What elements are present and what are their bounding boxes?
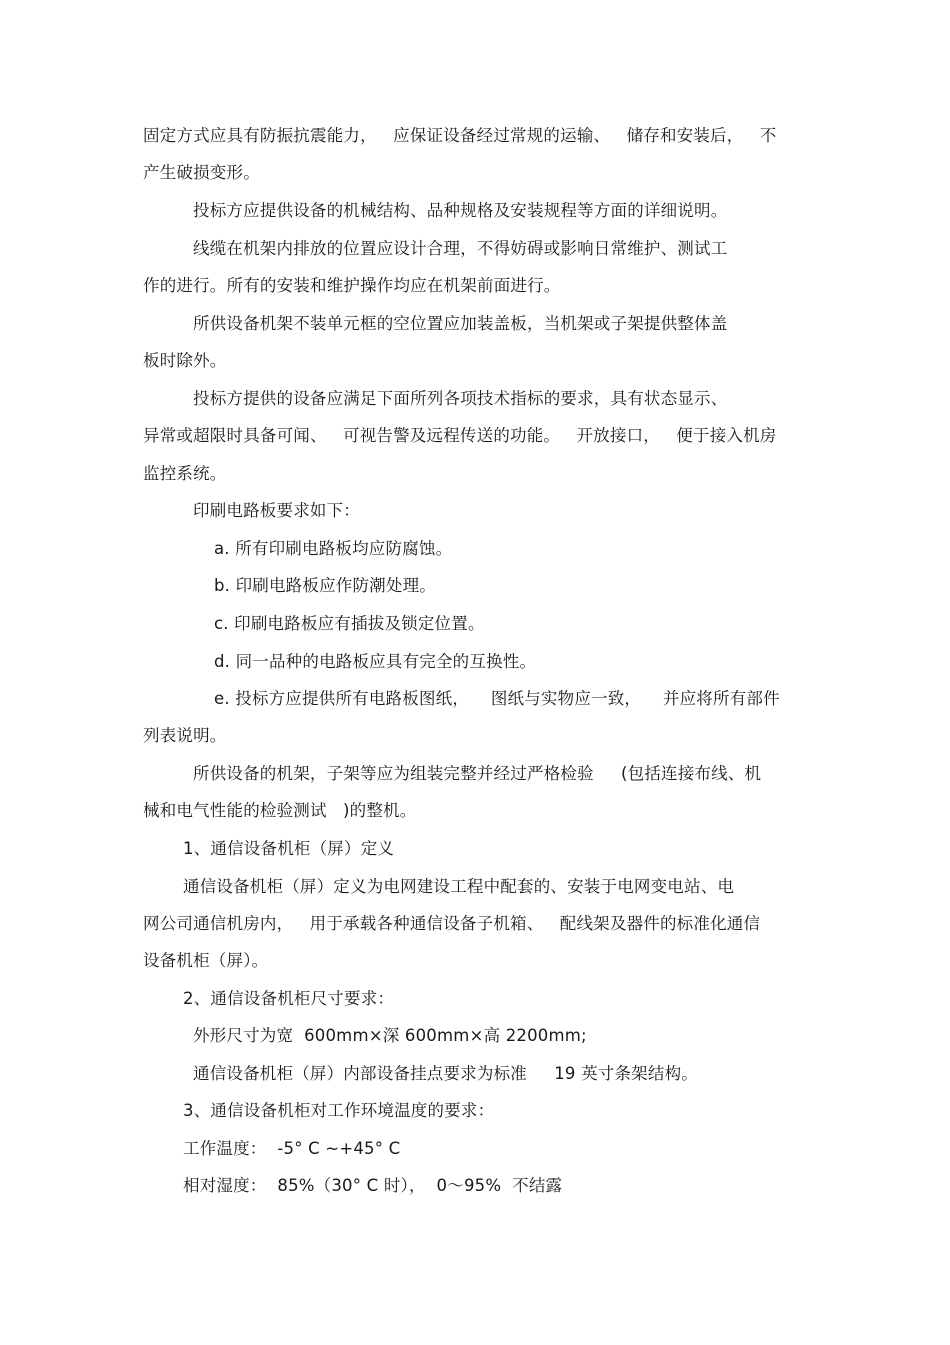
- text-line: 网公司通信机房内， 用于承载各种通信设备子机箱、 配线架及器件的标准化通信: [143, 914, 761, 933]
- list-item: b. 印刷电路板应作防潮处理。: [214, 576, 436, 595]
- text-line: 列表说明。: [143, 726, 227, 745]
- text-line: 相对湿度： 85%（30° C 时）， 0～95% 不结露: [183, 1176, 563, 1195]
- text-line: 板时除外。: [143, 351, 227, 370]
- text-line: 投标方应提供设备的机械结构、品种规格及安装规程等方面的详细说明。: [193, 201, 728, 220]
- section-heading: 1、通信设备机柜（屏）定义: [183, 839, 395, 858]
- list-item: d. 同一品种的电路板应具有完全的互换性。: [214, 652, 537, 671]
- text-line: 固定方式应具有防振抗震能力， 应保证设备经过常规的运输、 储存和安装后， 不: [143, 126, 777, 145]
- text-line: 工作温度： -5° C ~+45° C: [183, 1139, 401, 1158]
- section-heading: 2、通信设备机柜尺寸要求：: [183, 989, 395, 1008]
- text-line: 作的进行。所有的安装和维护操作均应在机架前面进行。: [143, 276, 561, 295]
- text-line: 投标方提供的设备应满足下面所列各项技术指标的要求，具有状态显示、: [193, 389, 728, 408]
- list-item: a. 所有印刷电路板均应防腐蚀。: [214, 539, 453, 558]
- text-line: 通信设备机柜（屏）定义为电网建设工程中配套的、安装于电网变电站、电: [183, 877, 735, 896]
- text-line: 所供设备的机架，子架等应为组装完整并经过严格检验 (包括连接布线、机: [193, 764, 762, 783]
- section-heading: 3、通信设备机柜对工作环境温度的要求：: [183, 1101, 495, 1120]
- text-line: 监控系统。: [143, 464, 227, 483]
- text-line: 线缆在机架内排放的位置应设计合理，不得妨碍或影响日常维护、测试工: [193, 239, 728, 258]
- text-line: 异常或超限时具备可闻、 可视告警及远程传送的功能。 开放接口， 便于接入机房: [143, 426, 777, 445]
- text-line: 通信设备机柜（屏）内部设备挂点要求为标准 19 英寸条架结构。: [193, 1064, 698, 1083]
- text-line: 外形尺寸为宽 600mm×深 600mm×高 2200mm;: [193, 1026, 587, 1045]
- text-line: 械和电气性能的检验测试 )的整机。: [143, 801, 417, 820]
- text-line: 印刷电路板要求如下：: [193, 501, 360, 520]
- text-line: 设备机柜（屏）。: [143, 951, 269, 970]
- list-item: e. 投标方应提供所有电路板图纸， 图纸与实物应一致， 并应将所有部件: [214, 689, 780, 708]
- text-line: 产生破损变形。: [143, 163, 260, 182]
- list-item: c. 印刷电路板应有插拔及锁定位置。: [214, 614, 485, 633]
- text-line: 所供设备机架不装单元框的空位置应加装盖板，当机架或子架提供整体盖: [193, 314, 728, 333]
